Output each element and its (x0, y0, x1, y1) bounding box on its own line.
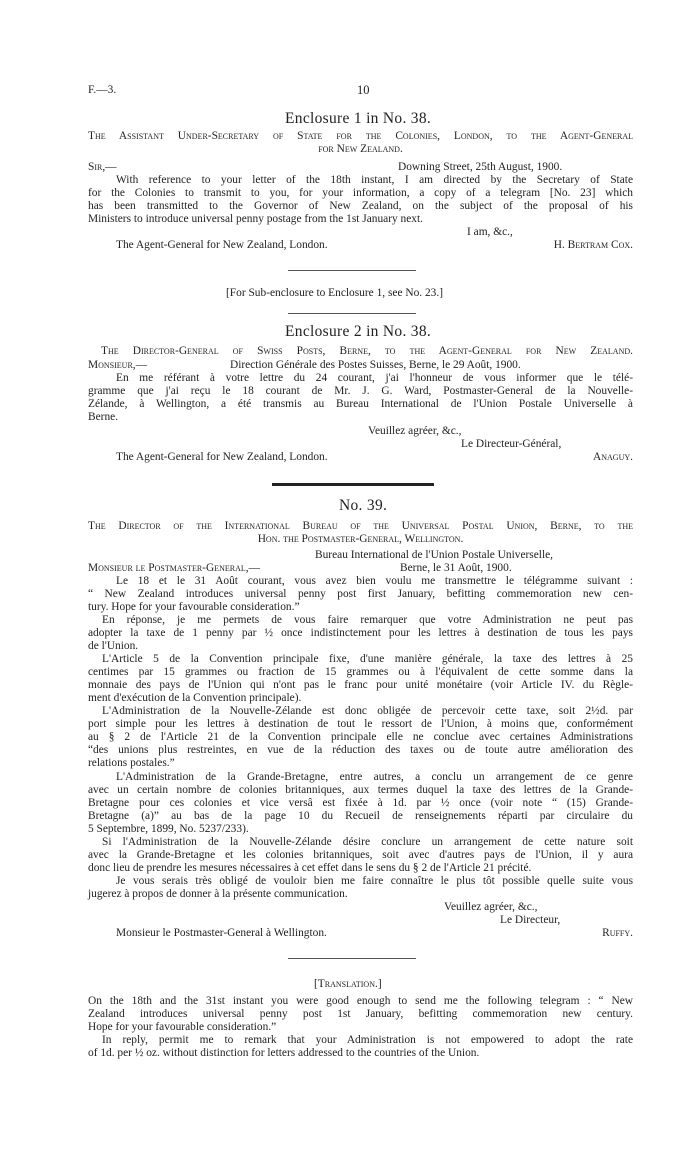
translation-p2-line: In reply, permit me to remark that your Administration is not empowered to adopt the rate (102, 1034, 633, 1046)
enclosure-1-signature: H. Bertram Cox. (553, 239, 633, 251)
page-number: 10 (357, 83, 370, 97)
enclosure-1-salutation: Sir,— (88, 161, 117, 173)
no39-title: No. 39. (339, 497, 388, 514)
no39-p5-line: Bretagne pour ces colonies et vice versâ est fixée à 1d. par ½ once (voir note “ (15) Grande- (88, 797, 633, 809)
no39-address-line2: Hon. the Postmaster-General, Wellington. (257, 533, 464, 545)
enclosure-2-closing: Veuillez agréer, &c., (368, 425, 462, 437)
no39-p3-line: centimes par 15 grammes ou fraction de 15 grammes ou à l'équivalent de cette somme dans la (88, 666, 633, 678)
no39-address-line1: The Director of the International Bureau of the Universal Postal Union, Berne, to the (88, 520, 633, 532)
section-divider (272, 483, 434, 486)
enclosure-2-body-line: Zélande, à Wellington, a été transmis au Bureau International de l'Union Postale Universelle à (88, 398, 633, 410)
translation-p1-line: On the 18th and the 31st instant you were good enough to send me the following telegram : “ New (88, 995, 633, 1007)
no39-p4-line: port simple pour les lettres à destination de tout le ressort de l'Union, à moins que, conformément (88, 718, 633, 730)
no39-p6-line: avec la Grande-Bretagne et les colonies britanniques, soit avec d'autres pays de l'Union, il y aura (88, 849, 633, 861)
translation-p1-line: Hope for your favourable consideration.” (88, 1021, 277, 1033)
no39-office: Bureau International de l'Union Postale Universelle, (315, 549, 554, 561)
no39-p6-line: donc lieu de prendre les mesures nécessaires à cet effet dans le sens du § 2 de l'Article 21 précité. (88, 862, 532, 874)
enclosure-1-title: Enclosure 1 in No. 38. (285, 110, 432, 127)
no39-closing: Veuillez agréer, &c., (444, 901, 538, 913)
translation-heading: [Translation.] (314, 978, 382, 990)
enclosure-2-place-date: Direction Générale des Postes Suisses, Berne, le 29 Août, 1900. (230, 359, 521, 371)
no39-p1-line: “ New Zealand introduces universal penny post first January, befitting commemoration new cen- (88, 588, 633, 600)
no39-p5-line: avec un certain nombre de colonies britanniques, aux termes duquel la taxe des lettres de la Grande- (88, 784, 633, 796)
no39-p1-line: Le 18 et le 31 Août courant, vous avez bien voulu me transmettre le télégramme suivant : (116, 575, 633, 587)
enclosure-2-recipient: The Agent-General for New Zealand, London. (116, 451, 328, 463)
no39-p4-line: “des unions plus restreintes, en vue de la réduction des taxes ou de toute autre amélioration des (88, 744, 633, 756)
no39-p5-line: L'Administration de la Grande-Bretagne, entre autres, a conclu un arrangement de ce genre (116, 771, 633, 783)
enclosure-2-closing-title: Le Directeur-Général, (461, 438, 562, 450)
no39-p4-line: L'Administration de la Nouvelle-Zélande est donc obligée de percevoir cette taxe, soit 2½d. par (102, 705, 633, 717)
enclosure-1-place-date: Downing Street, 25th August, 1900. (398, 161, 563, 173)
no39-p4-line: au § 2 de l'Article 21 de la Convention principale elle ne conclue avec certaines Administrations (88, 731, 633, 743)
translation-p2-line: of 1d. per ½ oz. without distinction for letters addressed to the countries of the Union. (88, 1047, 480, 1059)
no39-p2-line: de l'Union. (88, 640, 139, 652)
no39-salutation: Monsieur le Postmaster-General,— (88, 562, 260, 574)
enclosure-1-recipient: The Agent-General for New Zealand, London. (116, 239, 328, 251)
enclosure-1-body-line: has been transmitted to the Governor of New Zealand, on the subject of the proposal of his (88, 200, 633, 212)
divider (288, 958, 416, 959)
no39-p4-line: relations postales.” (88, 757, 175, 769)
no39-p5-line: 5 Septembre, 1899, No. 5237/233). (88, 823, 249, 835)
no39-p2-line: adopter la taxe de 1 penny par ½ once indistinctement pour les lettres à destination de tous les pays (88, 627, 633, 639)
no39-place-date: Berne, le 31 Août, 1900. (400, 562, 512, 574)
enclosure-1-closing: I am, &c., (467, 226, 513, 238)
page-ref: F.—3. (88, 84, 117, 96)
no39-p3-line: ment d'exécution de la Convention principale). (88, 692, 302, 704)
enclosure-2-body-line: Berne. (88, 411, 119, 423)
no39-closing-title: Le Directeur, (500, 914, 561, 926)
enclosure-2-address: The Director-General of Swiss Posts, Berne, to the Agent-General for New Zealand. (101, 345, 633, 357)
no39-signature: Ruffy. (602, 927, 633, 939)
enclosure-2-signature: Anaguy. (593, 451, 633, 463)
no39-p7-line: jugerez à propos de donner à la présente communication. (88, 888, 348, 900)
no39-recipient: Monsieur le Postmaster-General à Wellington. (116, 927, 327, 939)
translation-p1-line: Zealand introduces universal penny post 1st January, befitting commemoration new century. (88, 1008, 633, 1020)
divider (288, 270, 416, 271)
no39-p7-line: Je vous serais très obligé de vouloir bien me faire connaître le plus tôt possible quelle suite vous (116, 875, 633, 887)
no39-p2-line: En réponse, je me permets de vous faire remarquer que votre Administration ne peut pas (102, 614, 633, 626)
enclosure-1-body-line: With reference to your letter of the 18th instant, I am directed by the Secretary of State (116, 174, 633, 186)
divider (288, 313, 416, 314)
enclosure-1-body-line: Ministers to introduce universal penny postage from the 1st January next. (88, 213, 424, 225)
enclosure-2-title: Enclosure 2 in No. 38. (285, 323, 432, 340)
sub-enclosure-note: [For Sub-enclosure to Enclosure 1, see No. 23.] (226, 287, 444, 299)
enclosure-1-address-line2: for New Zealand. (318, 143, 403, 155)
enclosure-2-salutation: Monsieur,— (88, 359, 148, 371)
no39-p6-line: Si l'Administration de la Nouvelle-Zélande désire conclure un arrangement de cette nature soit (102, 836, 633, 848)
no39-p3-line: L'Article 5 de la Convention principale fixe, d'une manière générale, la taxe des lettres à 25 (102, 653, 633, 665)
enclosure-1-address-line1: The Assistant Under-Secretary of State for the Colonies, London, to the Agent-General (88, 130, 633, 142)
no39-p5-line: Bretagne (a)” au bas de la page 10 du Recueil de renseignements réparti par circulaire du (88, 810, 633, 822)
enclosure-1-body-line: for the Colonies to transmit to you, for your information, a copy of a telegram [No. 23] which (88, 187, 633, 199)
enclosure-2-body-line: En me référant à votre lettre du 24 courant, j'ai l'honneur de vous informer que le télé- (116, 372, 633, 384)
no39-p3-line: monnaie des pays de l'Union qui n'ont pas le franc pour unité monétaire (voir Article IV. du Règle- (88, 679, 633, 691)
enclosure-2-body-line: gramme que j'ai reçu le 18 courant de Mr. J. G. Ward, Postmaster-General de la Nouvelle- (88, 385, 633, 397)
no39-p1-line: tury. Hope for your favourable consideration.” (88, 601, 300, 613)
